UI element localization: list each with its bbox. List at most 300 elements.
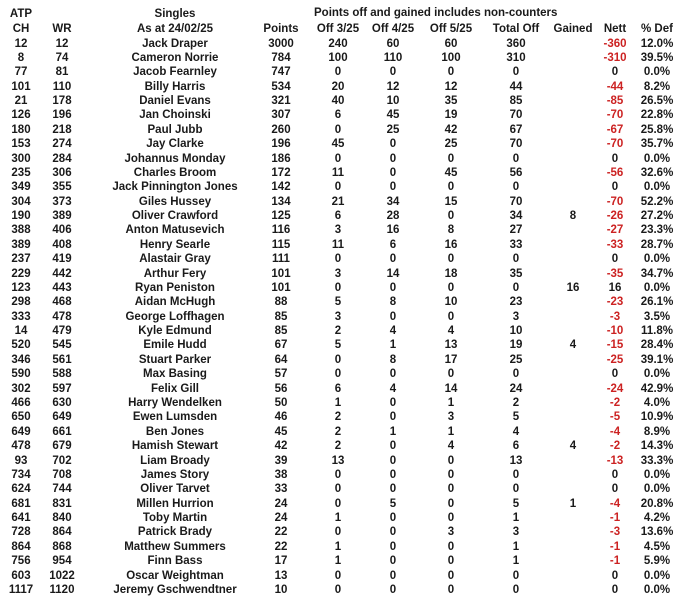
nett-cell: 0 xyxy=(611,569,619,582)
off-5-25-cell: 10 xyxy=(444,296,458,309)
off-3-25-cell: 0 xyxy=(334,152,342,165)
off-5-25-cell: 0 xyxy=(447,497,455,510)
points-cell: 101 xyxy=(271,267,291,280)
total-off-cell: 1 xyxy=(512,540,520,553)
off-3-25-cell: 11 xyxy=(331,166,345,179)
table-row xyxy=(0,267,682,281)
player-name-cell: Ewen Lumsden xyxy=(132,411,218,424)
off-3-25-cell: 240 xyxy=(328,37,348,50)
wr-rank-cell: 561 xyxy=(52,353,72,366)
total-off-cell: 5 xyxy=(512,497,520,510)
table-row xyxy=(0,310,682,324)
ch-rank-cell: 864 xyxy=(11,540,31,553)
nett-cell: -67 xyxy=(606,123,624,136)
off-5-25-cell: 3 xyxy=(447,526,455,539)
off-3-25-cell: 40 xyxy=(331,95,345,108)
off-4-25-cell: 8 xyxy=(389,353,397,366)
total-off-cell: 23 xyxy=(509,296,523,309)
wr-rank-cell: 178 xyxy=(52,95,72,108)
wr-rank-cell: 1120 xyxy=(49,583,75,596)
pct-def-cell: 0.0% xyxy=(643,368,671,381)
nett-cell: -70 xyxy=(606,195,624,208)
off-5-25-cell: 1 xyxy=(447,425,455,438)
ch-rank-cell: 304 xyxy=(11,195,31,208)
pct-def-cell: 14.3% xyxy=(640,440,674,453)
nett-cell: -1 xyxy=(609,540,621,553)
off-4-25-cell: 0 xyxy=(389,569,397,582)
wr-rank-cell: 864 xyxy=(52,526,72,539)
player-name-cell: Kyle Edmund xyxy=(138,325,212,338)
total-off-cell: 0 xyxy=(512,483,520,496)
ch-rank-cell: 333 xyxy=(11,310,31,323)
off-5-25-cell: 0 xyxy=(447,468,455,481)
table-row xyxy=(0,511,682,525)
points-cell: 33 xyxy=(274,483,288,496)
off-4-25-cell: 0 xyxy=(389,583,397,596)
points-cell: 45 xyxy=(274,425,288,438)
table-row xyxy=(0,497,682,511)
ch-rank-cell: 641 xyxy=(11,512,31,525)
total-off-cell: 24 xyxy=(509,382,523,395)
player-name-cell: Liam Broady xyxy=(140,454,210,467)
off-3-25-cell: 2 xyxy=(334,411,342,424)
off-5-25-cell: 0 xyxy=(447,66,455,79)
off-3-25-cell: 0 xyxy=(334,368,342,381)
points-cell: 50 xyxy=(274,397,288,409)
player-name-cell: Daniel Evans xyxy=(139,95,211,108)
wr-rank-cell: 708 xyxy=(52,468,72,481)
ch-rank-cell: 1117 xyxy=(8,583,34,596)
table-row xyxy=(0,439,682,453)
wr-rank-cell: 443 xyxy=(52,281,72,294)
wr-rank-cell: 12 xyxy=(55,37,69,50)
off-5-25-cell: 0 xyxy=(447,210,455,223)
pct-def-cell: 0.0% xyxy=(643,152,671,165)
gained-cell: 8 xyxy=(569,210,577,223)
table-row xyxy=(0,94,682,108)
off-5-25-cell: 14 xyxy=(444,382,458,395)
pct-def-cell: 26.5% xyxy=(640,95,674,108)
points-cell: 22 xyxy=(274,526,288,539)
total-off-cell: 4 xyxy=(512,425,520,438)
pct-def-cell: 0.0% xyxy=(643,483,671,496)
ch-rank-cell: 153 xyxy=(11,138,31,151)
total-off-cell: 70 xyxy=(509,109,523,122)
pct-def-cell: 12.0% xyxy=(640,37,674,50)
ch-rank-cell: 190 xyxy=(11,210,31,223)
pct-def-cell: 11.8% xyxy=(641,325,673,338)
off-4-25-cell: 0 xyxy=(389,138,397,151)
ch-rank-cell: 126 xyxy=(11,109,31,122)
player-name-cell: Ben Jones xyxy=(145,425,205,438)
nett-cell: 0 xyxy=(611,181,619,194)
off-4-25-cell: 0 xyxy=(389,253,397,266)
total-off-cell: 5 xyxy=(512,411,520,424)
off-4-25-cell: 0 xyxy=(389,411,397,424)
off-5-25-cell: 0 xyxy=(447,368,455,381)
table-row xyxy=(0,238,682,252)
player-name-cell: Jack Draper xyxy=(142,37,208,50)
pct-def-cell: 0.0% xyxy=(643,253,671,266)
ch-rank-cell: 93 xyxy=(14,454,28,467)
wr-rank-cell: 218 xyxy=(52,123,72,136)
player-name-cell: Giles Hussey xyxy=(138,195,212,208)
player-name-cell: Matthew Summers xyxy=(124,540,226,553)
total-off-cell: 0 xyxy=(512,253,520,266)
table-row xyxy=(0,137,682,151)
off-4-25-cell: 10 xyxy=(386,95,400,108)
gained-cell: 1 xyxy=(569,497,577,510)
points-cell: 186 xyxy=(271,152,291,165)
pct-def-cell: 26.1% xyxy=(640,296,674,309)
ch-rank-cell: 123 xyxy=(11,281,31,294)
total-off-cell: 1 xyxy=(512,512,520,525)
nett-cell: 0 xyxy=(611,152,619,165)
wr-rank-cell: 702 xyxy=(52,454,72,467)
points-cell: 13 xyxy=(274,569,288,582)
off-4-25-cell: 5 xyxy=(389,497,397,510)
off-5-25-cell: 8 xyxy=(447,224,455,237)
table-row xyxy=(0,80,682,94)
points-cell: 260 xyxy=(271,123,291,136)
off-4-25-cell: 110 xyxy=(383,51,403,64)
off-5-25-cell: 3 xyxy=(447,411,455,424)
ch-rank-cell: 520 xyxy=(11,339,31,352)
off-5-25-cell: 15 xyxy=(444,195,458,208)
off-3-25-cell: 5 xyxy=(334,339,342,352)
pct-def-cell: 42.9% xyxy=(640,382,674,395)
off-5-25-cell: 0 xyxy=(447,483,455,496)
table-row xyxy=(0,223,682,237)
off-4-25-cell: 0 xyxy=(389,440,397,453)
ch-rank-cell: 8 xyxy=(17,51,25,64)
pct-def-cell: 34.7% xyxy=(640,267,674,280)
off-4-25-cell: 1 xyxy=(389,339,397,352)
wr-rank-cell: 442 xyxy=(52,267,72,280)
off-3-25-cell: 3 xyxy=(334,310,342,323)
table-row xyxy=(0,454,682,468)
table-row xyxy=(0,554,682,568)
points-cell: 22 xyxy=(274,540,288,553)
wr-rank-cell: 355 xyxy=(52,181,72,194)
points-cell: 38 xyxy=(274,468,288,481)
player-name-cell: Patrick Brady xyxy=(137,526,213,539)
nett-cell: -2 xyxy=(609,397,621,409)
player-name-cell: Jeremy Gschwendtner xyxy=(113,583,237,596)
total-off-cell: 44 xyxy=(509,80,523,93)
col-header-off-3: Off 3/25 xyxy=(316,23,360,35)
table-row xyxy=(0,51,682,65)
off-3-25-cell: 0 xyxy=(334,497,342,510)
off-5-25-cell: 100 xyxy=(441,51,461,64)
player-name-cell: Johannus Monday xyxy=(124,152,226,165)
pct-def-cell: 39.5% xyxy=(640,51,674,64)
points-cell: 111 xyxy=(272,253,290,266)
nett-cell: 16 xyxy=(608,281,622,294)
header-atp: ATP xyxy=(9,8,33,20)
wr-rank-cell: 679 xyxy=(52,440,72,453)
nett-cell: -360 xyxy=(603,37,627,50)
off-3-25-cell: 6 xyxy=(334,210,342,223)
off-4-25-cell: 0 xyxy=(389,166,397,179)
pct-def-cell: 27.2% xyxy=(640,210,674,223)
ch-rank-cell: 101 xyxy=(11,80,31,93)
off-4-25-cell: 0 xyxy=(389,555,397,568)
off-4-25-cell: 60 xyxy=(386,37,400,50)
points-cell: 10 xyxy=(274,583,288,596)
nett-cell: 0 xyxy=(611,66,619,79)
col-header-off-5: Off 5/25 xyxy=(429,23,473,35)
pct-def-cell: 0.0% xyxy=(643,583,671,596)
table-row xyxy=(0,525,682,539)
off-4-25-cell: 25 xyxy=(386,123,400,136)
wr-rank-cell: 954 xyxy=(52,555,72,568)
pct-def-cell: 22.8% xyxy=(640,109,674,122)
points-cell: 134 xyxy=(271,195,291,208)
player-name-cell: Jack Pinnington Jones xyxy=(112,181,238,194)
pct-def-cell: 4.2% xyxy=(643,512,671,525)
off-3-25-cell: 21 xyxy=(331,195,345,208)
table-row xyxy=(0,583,682,597)
table-row xyxy=(0,37,682,51)
col-header-ch: CH xyxy=(12,23,30,35)
off-4-25-cell: 4 xyxy=(389,382,397,395)
off-3-25-cell: 1 xyxy=(334,397,342,409)
table-row xyxy=(0,166,682,180)
off-5-25-cell: 35 xyxy=(444,95,458,108)
off-3-25-cell: 1 xyxy=(334,540,342,553)
wr-rank-cell: 597 xyxy=(52,382,72,395)
col-header-gained: Gained xyxy=(553,23,593,35)
wr-rank-cell: 840 xyxy=(52,512,72,525)
wr-rank-cell: 468 xyxy=(52,296,72,309)
total-off-cell: 3 xyxy=(512,310,520,323)
wr-rank-cell: 373 xyxy=(52,195,72,208)
points-cell: 116 xyxy=(271,224,291,237)
points-cell: 39 xyxy=(274,454,288,467)
pct-def-cell: 35.7% xyxy=(640,138,674,151)
nett-cell: -56 xyxy=(606,166,624,179)
pct-def-cell: 0.0% xyxy=(643,468,671,481)
points-cell: 56 xyxy=(274,382,288,395)
pct-def-cell: 0.0% xyxy=(643,569,671,582)
pct-def-cell: 4.5% xyxy=(643,540,671,553)
player-name-cell: Finn Bass xyxy=(147,555,203,568)
off-4-25-cell: 45 xyxy=(386,109,400,122)
off-5-25-cell: 60 xyxy=(444,37,458,50)
ch-rank-cell: 12 xyxy=(14,37,28,50)
off-3-25-cell: 0 xyxy=(334,483,342,496)
off-4-25-cell: 0 xyxy=(389,310,397,323)
off-5-25-cell: 0 xyxy=(447,253,455,266)
off-3-25-cell: 0 xyxy=(334,181,342,194)
total-off-cell: 0 xyxy=(512,281,520,294)
total-off-cell: 10 xyxy=(509,325,523,338)
total-off-cell: 2 xyxy=(512,397,520,409)
off-5-25-cell: 0 xyxy=(447,555,455,568)
off-5-25-cell: 0 xyxy=(447,454,455,467)
nett-cell: -25 xyxy=(606,353,624,366)
ch-rank-cell: 478 xyxy=(11,440,31,453)
player-name-cell: Max Basing xyxy=(143,368,207,381)
off-3-25-cell: 0 xyxy=(334,526,342,539)
off-5-25-cell: 19 xyxy=(444,109,458,122)
nett-cell: -10 xyxy=(606,325,624,338)
nett-cell: -35 xyxy=(606,267,624,280)
off-3-25-cell: 11 xyxy=(331,238,345,251)
off-3-25-cell: 2 xyxy=(334,425,342,438)
off-4-25-cell: 0 xyxy=(389,281,397,294)
total-off-cell: 0 xyxy=(512,583,520,596)
off-5-25-cell: 4 xyxy=(447,440,455,453)
points-cell: 115 xyxy=(271,238,291,251)
pct-def-cell: 8.9% xyxy=(643,425,671,438)
table-row xyxy=(0,425,682,439)
header-row-2 xyxy=(0,22,682,36)
ch-rank-cell: 389 xyxy=(11,238,31,251)
player-name-cell: Arthur Fery xyxy=(143,267,207,280)
nett-cell: -23 xyxy=(606,296,624,309)
wr-rank-cell: 545 xyxy=(52,339,72,352)
table-row xyxy=(0,482,682,496)
player-name-cell: Aidan McHugh xyxy=(134,296,216,309)
points-cell: 142 xyxy=(271,181,291,194)
total-off-cell: 56 xyxy=(509,166,523,179)
total-off-cell: 0 xyxy=(512,181,520,194)
ch-rank-cell: 180 xyxy=(11,123,31,136)
ch-rank-cell: 734 xyxy=(11,468,31,481)
off-3-25-cell: 0 xyxy=(334,66,342,79)
off-5-25-cell: 1 xyxy=(447,397,455,409)
wr-rank-cell: 406 xyxy=(52,224,72,237)
pct-def-cell: 5.9% xyxy=(643,555,671,568)
total-off-cell: 67 xyxy=(509,123,523,136)
gained-cell: 16 xyxy=(566,281,580,294)
table-row xyxy=(0,195,682,209)
player-name-cell: Felix Gill xyxy=(151,382,199,395)
player-name-cell: Hamish Stewart xyxy=(131,440,219,453)
nett-cell: -70 xyxy=(606,109,624,122)
player-name-cell: Jay Clarke xyxy=(146,138,204,151)
points-cell: 125 xyxy=(271,210,291,223)
pct-def-cell: 32.6% xyxy=(640,166,674,179)
points-cell: 196 xyxy=(271,138,291,151)
pct-def-cell: 52.2% xyxy=(640,195,674,208)
off-3-25-cell: 45 xyxy=(331,138,345,151)
points-cell: 17 xyxy=(274,555,288,568)
total-off-cell: 3 xyxy=(512,526,520,539)
table-row xyxy=(0,324,682,338)
off-3-25-cell: 0 xyxy=(334,569,342,582)
total-off-cell: 33 xyxy=(509,238,523,251)
ch-rank-cell: 298 xyxy=(11,296,31,309)
wr-rank-cell: 408 xyxy=(52,238,72,251)
wr-rank-cell: 868 xyxy=(52,540,72,553)
off-4-25-cell: 0 xyxy=(389,454,397,467)
off-5-25-cell: 0 xyxy=(447,281,455,294)
off-3-25-cell: 3 xyxy=(334,267,342,280)
player-name-cell: Oliver Crawford xyxy=(131,210,219,223)
nett-cell: -44 xyxy=(606,80,624,93)
table-row xyxy=(0,152,682,166)
off-4-25-cell: 34 xyxy=(386,195,400,208)
nett-cell: -24 xyxy=(606,382,624,395)
total-off-cell: 1 xyxy=(512,555,520,568)
nett-cell: -26 xyxy=(606,210,624,223)
ch-rank-cell: 302 xyxy=(11,382,31,395)
off-3-25-cell: 0 xyxy=(334,281,342,294)
pct-def-cell: 8.2% xyxy=(643,80,671,93)
off-5-25-cell: 0 xyxy=(447,583,455,596)
total-off-cell: 35 xyxy=(509,267,523,280)
off-5-25-cell: 0 xyxy=(447,310,455,323)
player-name-cell: Henry Searle xyxy=(139,238,211,251)
ch-rank-cell: 77 xyxy=(14,66,28,79)
points-cell: 57 xyxy=(274,368,288,381)
pct-def-cell: 10.9% xyxy=(640,411,674,424)
nett-cell: -1 xyxy=(609,555,621,568)
nett-cell: 0 xyxy=(611,468,619,481)
col-header-total-off: Total Off xyxy=(492,23,540,35)
total-off-cell: 0 xyxy=(512,468,520,481)
total-off-cell: 19 xyxy=(509,339,523,352)
off-3-25-cell: 1 xyxy=(334,512,342,525)
off-4-25-cell: 0 xyxy=(389,540,397,553)
wr-rank-cell: 588 xyxy=(52,368,72,381)
ch-rank-cell: 300 xyxy=(11,152,31,165)
off-4-25-cell: 28 xyxy=(386,210,400,223)
table-row xyxy=(0,468,682,482)
off-5-25-cell: 0 xyxy=(447,181,455,194)
total-off-cell: 6 xyxy=(512,440,520,453)
off-5-25-cell: 25 xyxy=(444,138,458,151)
wr-rank-cell: 110 xyxy=(52,80,72,93)
nett-cell: 0 xyxy=(611,583,619,596)
nett-cell: 0 xyxy=(611,483,619,496)
ch-rank-cell: 14 xyxy=(14,325,28,338)
player-name-cell: James Story xyxy=(140,468,210,481)
pct-def-cell: 0.0% xyxy=(643,281,671,294)
off-3-25-cell: 0 xyxy=(334,583,342,596)
off-4-25-cell: 16 xyxy=(386,224,400,237)
off-3-25-cell: 2 xyxy=(334,325,342,338)
player-name-cell: Oliver Tarvet xyxy=(140,483,210,496)
off-3-25-cell: 1 xyxy=(334,555,342,568)
points-cell: 101 xyxy=(271,281,291,294)
total-off-cell: 310 xyxy=(506,51,526,64)
table-row xyxy=(0,209,682,223)
ch-rank-cell: 590 xyxy=(11,368,31,381)
off-3-25-cell: 20 xyxy=(331,80,345,93)
off-4-25-cell: 0 xyxy=(389,483,397,496)
player-name-cell: Cameron Norrie xyxy=(131,51,219,64)
pct-def-cell: 0.0% xyxy=(643,66,671,79)
off-3-25-cell: 13 xyxy=(331,454,345,467)
off-4-25-cell: 0 xyxy=(389,66,397,79)
wr-rank-cell: 389 xyxy=(52,210,72,223)
off-5-25-cell: 4 xyxy=(447,325,455,338)
table-row xyxy=(0,180,682,194)
player-name-cell: Alastair Gray xyxy=(139,253,211,266)
player-name-cell: Anton Matusevich xyxy=(125,224,225,237)
ch-rank-cell: 229 xyxy=(11,267,31,280)
wr-rank-cell: 1022 xyxy=(49,569,75,582)
off-3-25-cell: 100 xyxy=(328,51,348,64)
col-header-off-4: Off 4/25 xyxy=(371,23,415,35)
table-row xyxy=(0,65,682,79)
total-off-cell: 0 xyxy=(512,569,520,582)
total-off-cell: 0 xyxy=(512,368,520,381)
